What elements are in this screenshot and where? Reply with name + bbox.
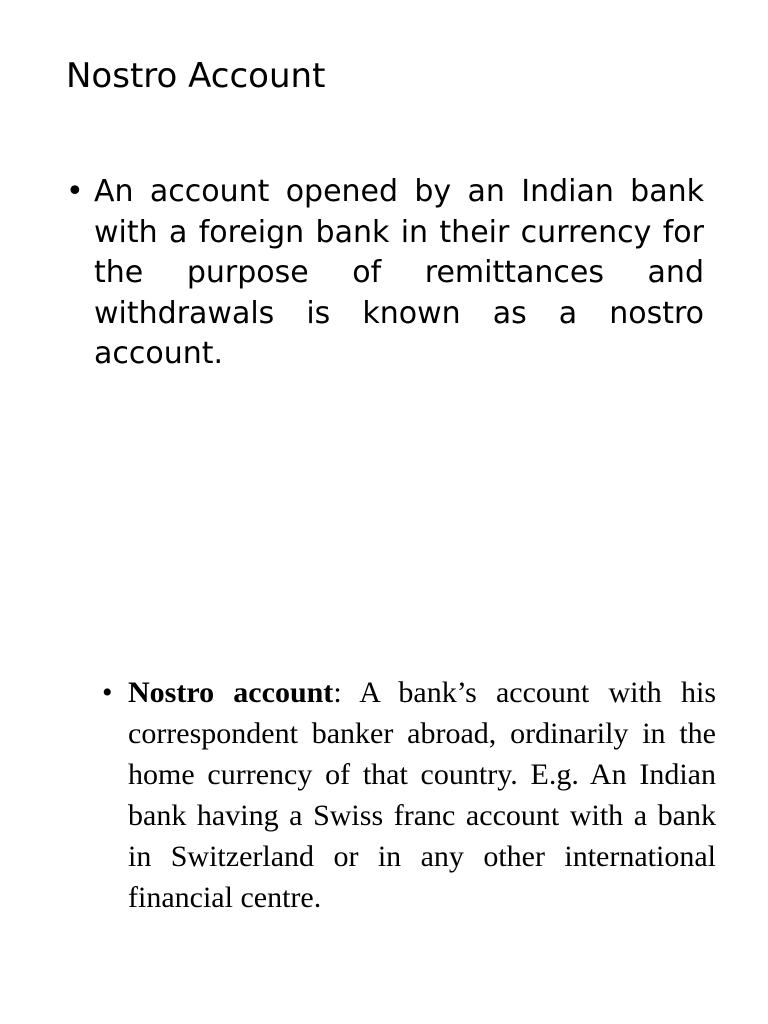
bold-term: Nostro account <box>128 676 334 709</box>
term-separator: : <box>333 676 342 709</box>
bullet-item-definition <box>66 172 704 375</box>
term-definition: A bank’s account with his correspondent banker abroad, ordinarily in the home currency of that country. E.g. An Indian bank having a Swiss franc account with a bank in Switzerland or in any other international financial centre. <box>128 676 717 914</box>
bullet-item-nostro-account <box>102 672 716 918</box>
bullet-text: An account opened by an Indian bank with a foreign bank in their currency for the purpose of remittances and withdrawals is known as a nostro account. <box>94 174 704 371</box>
bullet-marker: • <box>66 174 84 209</box>
bullet-marker: • <box>102 676 113 709</box>
slide-title: Nostro Account <box>66 56 326 96</box>
bullet-text <box>128 672 716 918</box>
